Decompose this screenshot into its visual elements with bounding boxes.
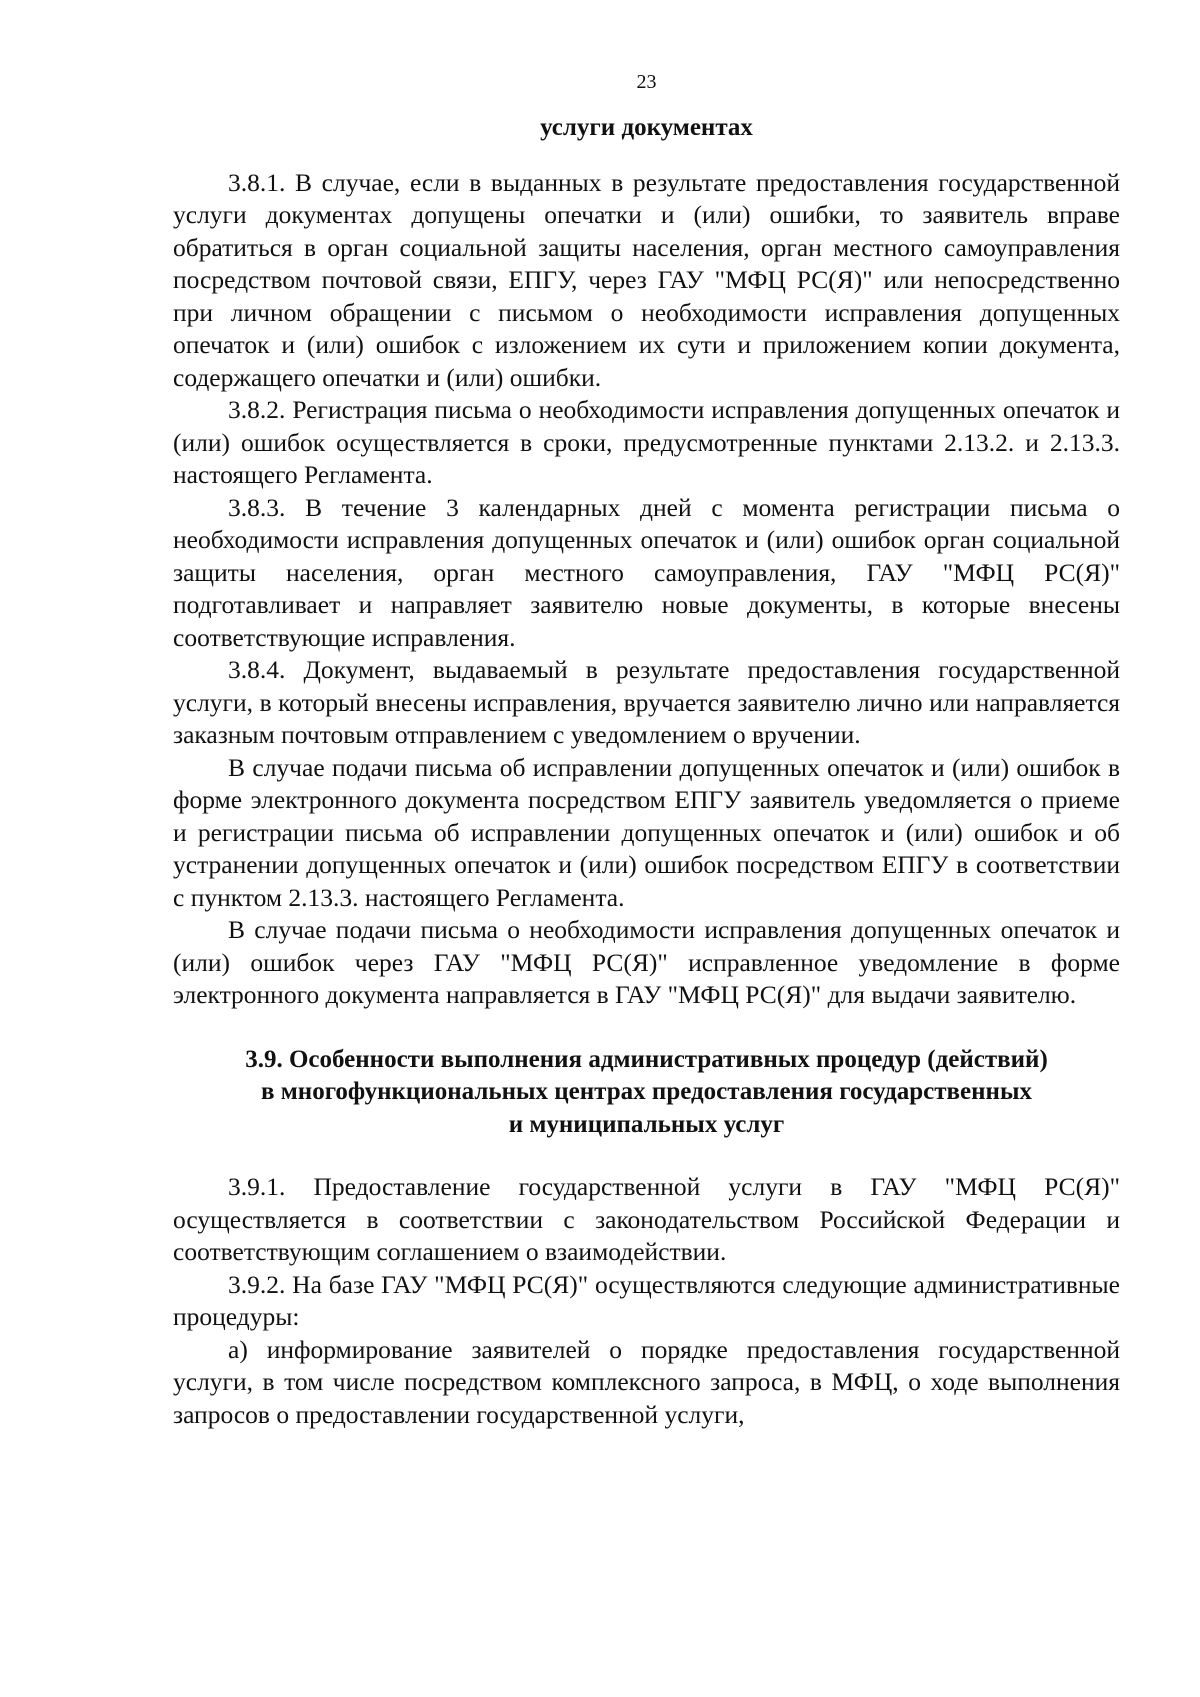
- paragraph-3-8-3: 3.8.3. В течение 3 календарных дней с момента регистрации письма о необходимости исправления допущенных опечаток и (или) ошибок орган социальной защиты населения, орган местного самоуправления, ГАУ "МФЦ РС(Я)" подготавливает и направляет заявителю новые документы, в которые внесены соответствующие исправления.: [173, 492, 1120, 652]
- paragraph-epgu-correction: В случае подачи письма об исправлении допущенных опечаток и (или) ошибок в форме электронного документа посредством ЕПГУ заявитель уведомляется о приеме и регистрации письма об исправлении допущенных опечаток и (или) ошибок и об устранении допущенных опечаток и (или) ошибок посредством ЕПГУ в соответствии с пунктом 2.13.3. настоящего Регламента.: [173, 752, 1120, 912]
- section-heading-line: 3.9. Особенности выполнения административных процедур (действий): [245, 1045, 1048, 1073]
- section-heading-3-9: [173, 1044, 1120, 1142]
- section-3-9-body: [173, 1171, 1120, 1431]
- paragraph-3-8-1: 3.8.1. В случае, если в выданных в результате предоставления государственной услуги документах допущены опечатки и (или) ошибки, то заявитель вправе обратиться в орган социальной защиты населения, орган местного самоуправления посредством почтовой связи, ЕПГУ, через ГАУ "МФЦ РС(Я)" или непосредственно при личном обращении с письмом о необходимости исправления допущенных опечаток и (или) ошибок с изложением их сути и приложением копии документа, содержащего опечатки и (или) ошибки.: [173, 167, 1120, 392]
- paragraph-3-9-1: 3.9.1. Предоставление государственной услуги в ГАУ "МФЦ РС(Я)" осуществляется в соответствии с законодательством Российской Федерации и соответствующим соглашением о взаимодействии.: [173, 1172, 1120, 1266]
- section-heading-line: в многофункциональных центрах предоставления государственных: [261, 1078, 1032, 1105]
- document-page: [173, 70, 1120, 1431]
- continued-heading: услуги документах: [540, 114, 753, 141]
- section-3-8-body: [173, 167, 1120, 1012]
- paragraph-3-8-2: 3.8.2. Регистрация письма о необходимости исправления допущенных опечаток и (или) ошибок осуществляется в сроки, предусмотренные пунктами 2.13.2. и 2.13.3. настоящего Регламента.: [173, 395, 1120, 489]
- paragraph-3-9-2: 3.9.2. На базе ГАУ "МФЦ РС(Я)" осуществляются следующие административные процедуры:: [173, 1269, 1120, 1331]
- paragraph-list-item-a: а) информирование заявителей о порядке предоставления государственной услуги, в том числе посредством комплексного запроса, в МФЦ, о ходе выполнения запросов о предоставлении государственной услуги,: [173, 1334, 1120, 1429]
- paragraph-3-8-4: 3.8.4. Документ, выдаваемый в результате предоставления государственной услуги, в который внесены исправления, вручается заявителю лично или направляется заказным почтовым отправлением с уведомлением о вручении.: [173, 655, 1120, 749]
- section-heading-line: и муниципальных услуг: [508, 1110, 785, 1138]
- paragraph-mfc-correction: В случае подачи письма о необходимости исправления допущенных опечаток и (или) ошибок через ГАУ "МФЦ РС(Я)" исправленное уведомление в форме электронного документа направляется в ГАУ "МФЦ РС(Я)" для выдачи заявителю.: [173, 915, 1120, 1009]
- page-number: 23: [636, 71, 657, 93]
